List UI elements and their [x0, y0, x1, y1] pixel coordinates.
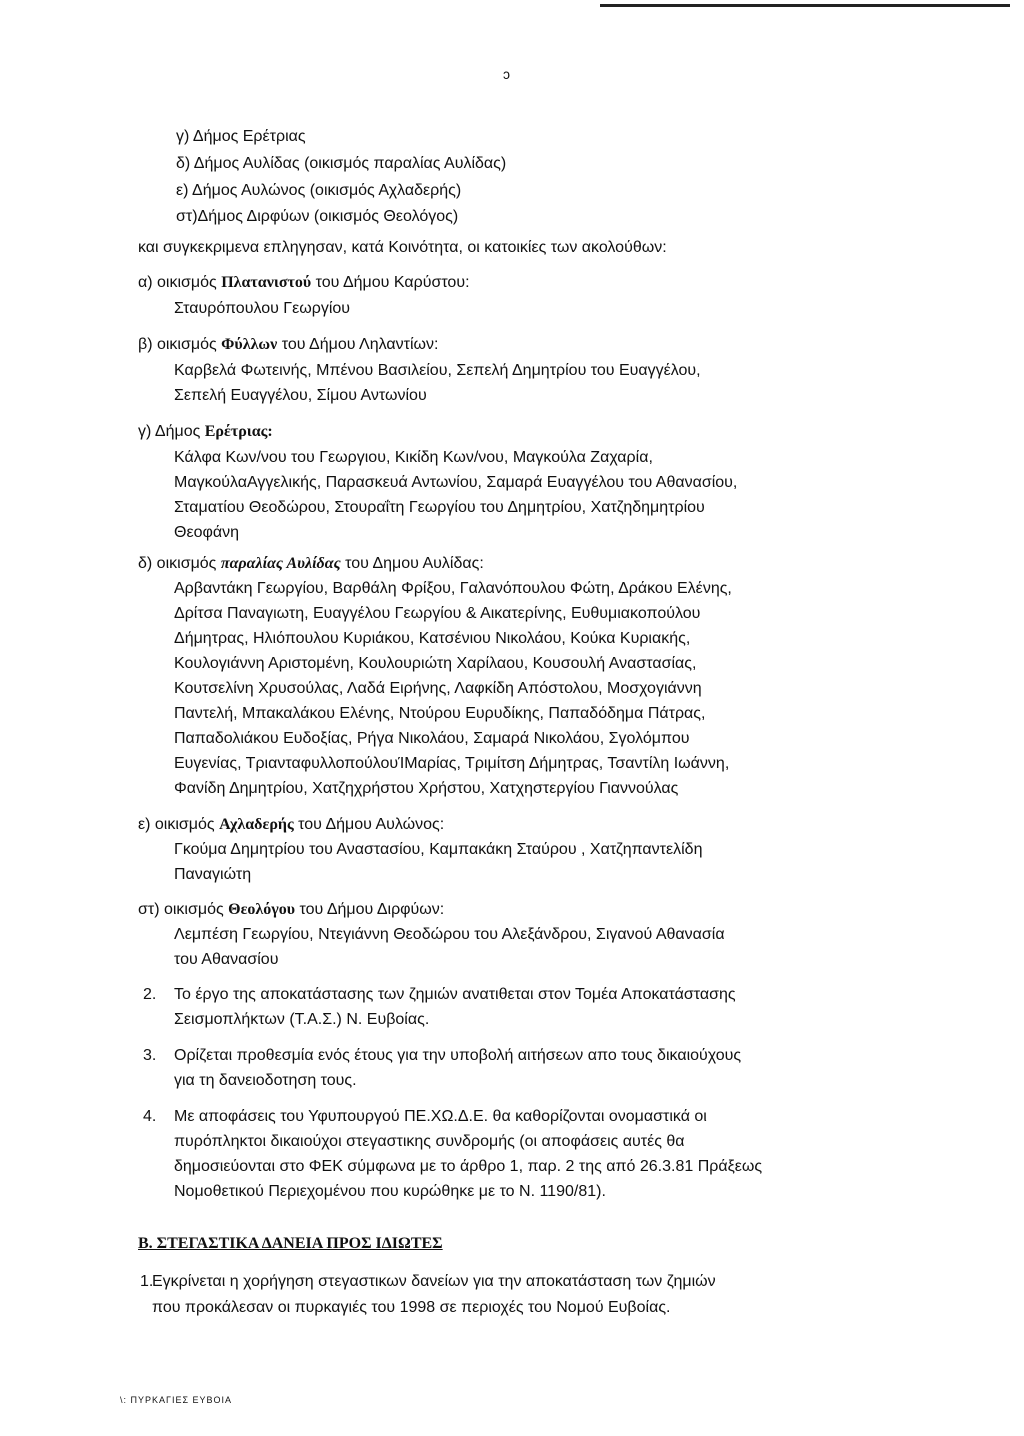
- section-st-line: του Αθανασίου: [174, 951, 279, 968]
- item-number: 3.: [143, 1047, 157, 1064]
- section-g-line: Θεοφάνη: [174, 524, 239, 541]
- page-mark: ɔ: [503, 66, 510, 82]
- section-a-suffix: του Δήμου Καρύστου:: [311, 274, 470, 291]
- section-g-heading: [138, 422, 273, 442]
- intro-line-e: ε) Δήμος Αυλώνος (οικισμός Αχλαδερής): [176, 182, 462, 199]
- b-item-line: που προκάλεσαν οι πυρκαγιές του 1998 σε περιοχές του Νομού Ευβοίας.: [152, 1299, 671, 1316]
- item-2-line: Το έργο της αποκατάστασης των ζημιών ανατιθεται στον Τομέα Αποκατάστασης: [174, 986, 736, 1003]
- section-d-line: Δήμητρας, Ηλιόπουλου Κυριάκου, Κατσένιου Νικολάου, Κούκα Κυριακής,: [174, 630, 691, 647]
- section-st-prefix: στ) οικισμός: [138, 901, 229, 918]
- top-scan-bar: [600, 4, 1010, 7]
- footer-text: \: ΠΥΡΚΑΓΙΕΣ ΕΥΒΟΙΑ: [120, 1395, 233, 1405]
- item-3-line: για τη δανειοδοτηση τους.: [174, 1072, 357, 1089]
- section-d-line: Ευγενίας, ΤριανταφυλλοπούλουΊΜαρίας, Τριμίτση Δήμητρας, Τσαντίλη Ιωάννη,: [174, 755, 730, 772]
- section-d-heading: [138, 554, 484, 574]
- section-b-place: Φύλλων: [221, 336, 278, 353]
- section-d-line: Δρίτσα Παναγιωτη, Ευαγγέλου Γεωργίου & Αικατερίνης, Ευθυμιακοπούλου: [174, 605, 701, 622]
- item-4-line: δημοσιεύονται στο ΦΕΚ σύμφωνα με το άρθρο 1, παρ. 2 της από 26.3.81 Πράξεως: [174, 1158, 763, 1175]
- section-st-place: Θεολόγου: [228, 901, 296, 918]
- section-b-title: Β. ΣΤΕΓΑΣΤΙΚΑ ΔΑΝΕΙΑ ΠΡΟΣ ΙΔΙΩΤΕΣ: [138, 1235, 443, 1252]
- section-g-line: Σταματίου Θεοδώρου, Στουραΐτη Γεωργίου του Δημητρίου, Χατζηδημητρίου: [174, 499, 705, 516]
- section-g-line: Κάλφα Κων/νου του Γεωργιου, Κικίδη Κων/νου, Μαγκούλα Ζαχαρία,: [174, 449, 653, 466]
- item-4-line: Νομοθετικού Περιεχομένου που κυρώθηκε με το Ν. 1190/81).: [174, 1183, 606, 1200]
- section-d-line: Κουτσελίνη Χρυσούλας, Λαδά Ειρήνης, Λαφκίδη Απόστολου, Μοσχογιάννη: [174, 680, 702, 697]
- section-e-suffix: του Δήμου Αυλώνος:: [293, 816, 445, 833]
- section-d-prefix: δ) οικισμός: [138, 555, 221, 572]
- item-number: 1.: [140, 1273, 154, 1290]
- item-number: 2.: [143, 986, 157, 1003]
- item-number: 4.: [143, 1108, 157, 1125]
- section-g-prefix: γ) Δήμος: [138, 423, 205, 440]
- section-d-suffix: του Δημου Αυλίδας:: [340, 555, 484, 572]
- section-g-place: Ερέτριας:: [204, 423, 273, 440]
- section-e-place: Αχλαδερής: [219, 816, 294, 833]
- item-4-line: Με αποφάσεις του Υφυπουργού ΠΕ.ΧΩ.Δ.Ε. θα καθορίζονται ονομαστικά οι: [174, 1108, 707, 1125]
- intro-line-g: γ) Δήμος Ερέτριας: [176, 128, 306, 145]
- section-d-place: παραλίας Αυλίδας: [220, 555, 341, 572]
- section-b-line: Σεπελή Ευαγγέλου, Σίμου Αντωνίου: [174, 387, 427, 404]
- section-a-prefix: α) οικισμός: [138, 274, 222, 291]
- intro-line-d: δ) Δήμος Αυλίδας (οικισμός παραλίας Αυλίδας): [176, 155, 507, 172]
- section-g-line: ΜαγκούλαΑγγελικής, Παρασκευά Αντωνίου, Σαμαρά Ευαγγέλου του Αθανασίου,: [174, 474, 738, 491]
- item-2-line: Σεισμοπλήκτων (Τ.Α.Σ.) Ν. Ευβοίας.: [174, 1011, 430, 1028]
- section-st-line: Λεμπέση Γεωργίου, Ντεγιάννη Θεοδώρου του Αλεξάνδρου, Σιγανού Αθανασία: [174, 926, 725, 943]
- section-d-line: Φανίδη Δημητρίου, Χατζηχρήστου Χρήστου, Χατχηστεργίου Γιαννούλας: [174, 780, 679, 797]
- item-4-line: πυρόπληκτοι δικαιούχοι στεγαστικης συνδρομής (οι αποφάσεις αυτές θα: [174, 1133, 685, 1150]
- section-e-line: Παναγιώτη: [174, 866, 252, 883]
- section-d-line: Παντελή, Μπακαλάκου Ελένης, Ντούρου Ευρυδίκης, Παπαδόδημα Πάτρας,: [174, 705, 706, 722]
- section-b-line: Καρβελά Φωτεινής, Μπένου Βασιλείου, Σεπελή Δημητρίου του Ευαγγέλου,: [174, 362, 701, 379]
- section-d-line: Παπαδολιάκου Ευδοξίας, Ρήγα Νικολάου, Σαμαρά Νικολάου, Σγολόμπου: [174, 730, 690, 747]
- section-d-line: Κουλογιάννη Αριστομένη, Κουλουριώτη Χαρίλαου, Κουσουλή Αναστασίας,: [174, 655, 697, 672]
- section-a-place: Πλατανιστού: [221, 274, 312, 291]
- section-d-line: Αρβαντάκη Γεωργίου, Βαρθάλη Φρίξου, Γαλανόπουλου Φώτη, Δράκου Ελένης,: [174, 580, 732, 597]
- intro-summary: και συγκεκριμενα επληγησαν, κατά Κοινότητα, οι κατοικίες των ακολούθων:: [138, 239, 667, 256]
- section-b-heading: [138, 335, 438, 355]
- section-e-heading: [138, 815, 444, 835]
- b-item-line: Εγκρίνεται η χορήγηση στεγαστικων δανείων για την αποκατάσταση των ζημιών: [152, 1273, 716, 1290]
- item-3-line: Ορίζεται προθεσμία ενός έτους για την υποβολή αιτήσεων απο τους δικαιούχους: [174, 1047, 742, 1064]
- section-b-suffix: του Δήμου Ληλαντίων:: [277, 336, 439, 353]
- section-st-heading: [138, 900, 444, 920]
- section-a-heading: [138, 273, 470, 293]
- section-st-suffix: του Δήμου Διρφύων:: [295, 901, 445, 918]
- section-e-prefix: ε) οικισμός: [138, 816, 220, 833]
- section-a-line: Σταυρόπουλου Γεωργίου: [174, 300, 351, 317]
- intro-line-st: στ)Δήμος Διρφύων (οικισμός Θεολόγος): [176, 208, 459, 225]
- section-b-prefix: β) οικισμός: [138, 336, 222, 353]
- section-e-line: Γκούμα Δημητρίου του Αναστασίου, Καμπακάκη Σταύρου , Χατζηπαντελίδη: [174, 841, 703, 858]
